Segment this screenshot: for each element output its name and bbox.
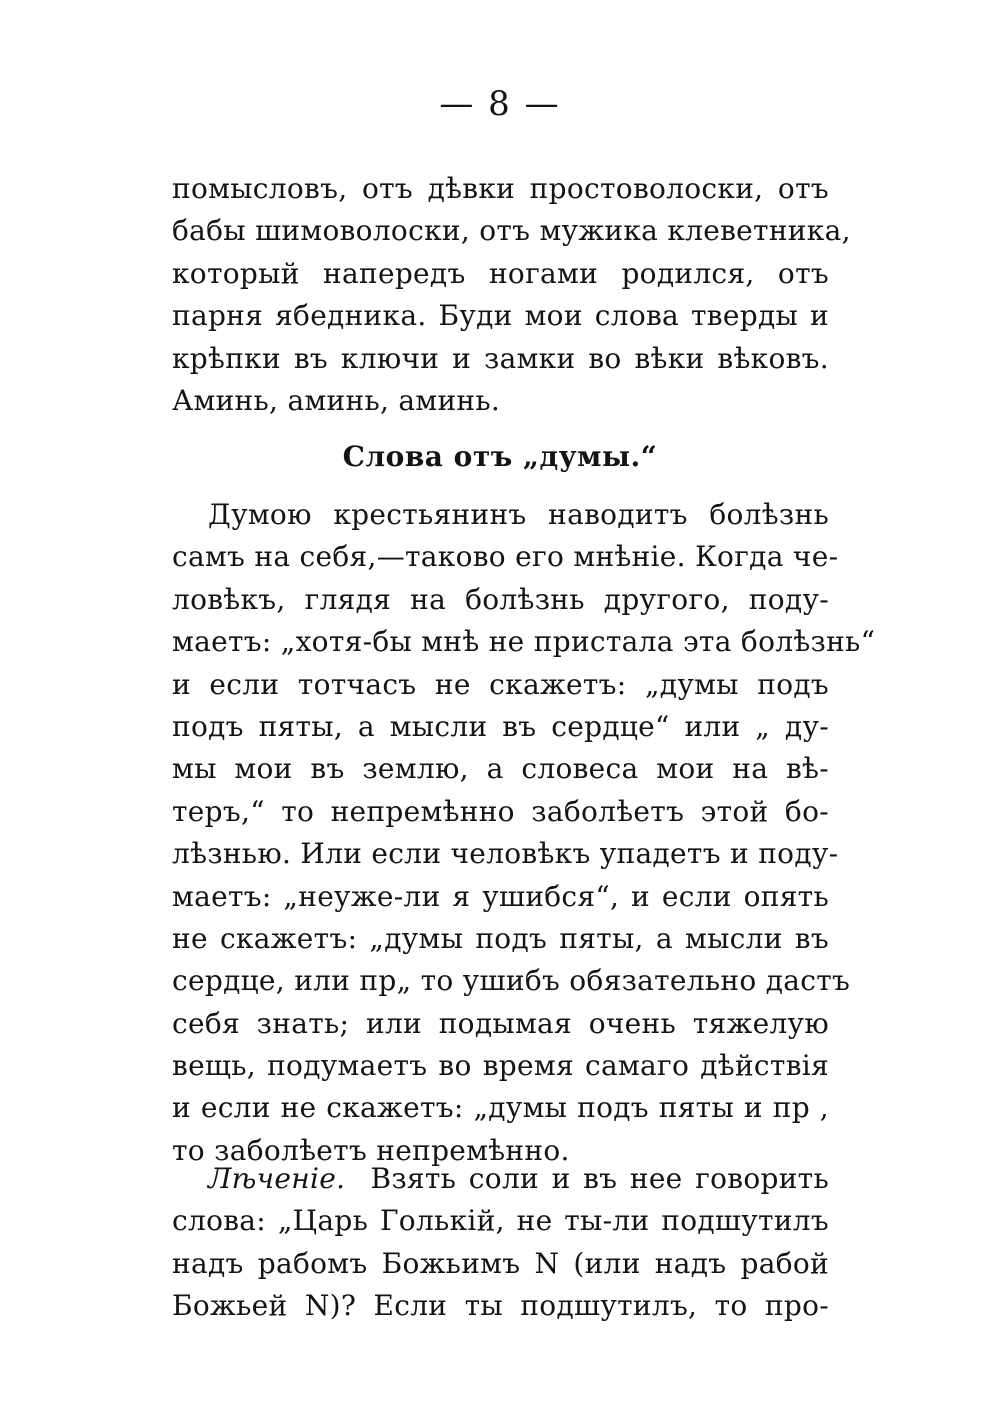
text-line: себя знать; или подымая очень тяжелую (172, 1006, 829, 1040)
text-line: маетъ: „неуже-ли я ушибся“, и если опять (172, 879, 829, 913)
text-line: подъ пяты, а мысли въ сердце“ или „ ду- (172, 709, 829, 743)
text-line: не скажетъ: „думы подъ пяты, а мысли въ (172, 921, 829, 955)
text-line: ловѣкъ, глядя на болѣзнь другого, поду- (172, 582, 829, 616)
text-line: который напередъ ногами родился, отъ (172, 256, 829, 290)
text-line: мы мои въ землю, а словеса мои на вѣ- (172, 752, 829, 786)
paragraph-treatment (172, 1158, 829, 1328)
treatment-label: Лѣченіе. (208, 1162, 346, 1195)
text-line: и если тотчасъ не скажетъ: „думы подъ (172, 667, 829, 701)
page-number: — 8 — (439, 84, 561, 124)
section-heading: Слова отъ „думы.“ (342, 440, 658, 473)
text-line: теръ,“ то непремѣнно заболѣетъ этой бо- (172, 794, 829, 828)
text-line: сердце, или пр„ то ушибъ обязательно дастъ (172, 964, 851, 998)
text-line: Божьей N)? Если ты подшутилъ, то про- (172, 1289, 829, 1323)
text-line: маетъ: „хотя-бы мнѣ не пристала эта болѣзнь“ (172, 625, 876, 659)
text-line: Думою крестьянинъ наводитъ болѣзнь (208, 498, 829, 531)
text-line: самъ на себя,—таково его мнѣніе. Когда че- (172, 540, 839, 574)
text-line: то заболѣетъ непремѣнно. (172, 1133, 570, 1167)
text-line: вещь, подумаетъ во время самаго дѣйствія (172, 1049, 829, 1083)
text-line: надъ рабомъ Божьимъ N (или надъ рабой (172, 1246, 829, 1280)
text-line: слова: „Царь Голькій, не ты-ли подшутилъ (172, 1204, 829, 1238)
text-line (172, 1158, 829, 1200)
text-line: лѣзнью. Или если человѣкъ упадетъ и поду- (172, 837, 839, 871)
paragraph-dumy (172, 494, 876, 1172)
paragraph-continuation (172, 168, 851, 422)
text-line-rest: Взять соли и въ нее говорить (370, 1162, 829, 1195)
text-line: помысловъ, отъ дѣвки простоволоски, отъ (172, 172, 829, 205)
text-line: парня ябедника. Буди мои слова тверды и (172, 299, 829, 333)
text-line: и если не скажетъ: „думы подъ пяты и пр , (172, 1091, 829, 1125)
text-line: Аминь, аминь, аминь. (172, 383, 501, 417)
text-line: крѣпки въ ключи и замки во вѣки вѣковъ. (172, 341, 829, 375)
text-line: бабы шимоволоски, отъ мужика клеветника, (172, 214, 851, 248)
